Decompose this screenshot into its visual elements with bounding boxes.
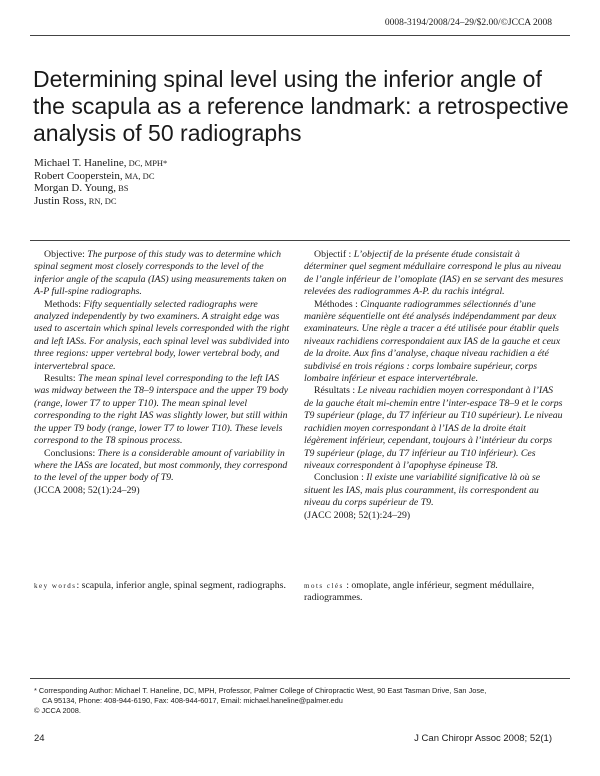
journal-issn-header: 0008-3194/2008/24–29/$2.00/©JCCA 2008 [384,18,552,28]
keywords-label: mots clés [304,582,344,590]
author: Justin Ross, RN, DC [34,194,117,207]
abstract-objective: Objectif : L’objectif de la présente étude consistait à déterminer quel segment médullaire correspond le plus au niveau de l’angle inférieur de l’omoplate (IAS) en se servant des mesures relevées des radiogrammes A-P. du rachis intégral. [304,249,564,298]
author: Michael T. Haneline, DC, MPH* [34,157,168,169]
header-divider [30,35,570,36]
keywords-french: mots clés : omoplate, angle inférieur, segment médullaire, radiogrammes. [304,580,535,604]
abstract-methods: Méthodes : Cinquante radiogrammes sélectionnés d’une manière séquentielle ont été analysés indépendamment par deux examinateurs. Une règle a tracer a été utilisée pour établir quels niveaux rachidiens correspondaient aux IAS de la gauche et ceux de la droite. Aux fins d’analyse, chaque niveau rachidien a été subdivisé en trois régions : corps lombaire supérieur, corps lombaire inférieur et espace intervertébrale. [304,298,561,385]
abstract-citation: (JCCA 2008; 52(1):24–29) [34,484,140,496]
abstract-citation: (JACC 2008; 52(1):24–29) [304,509,411,521]
abstract-methods: Methods: Fifty sequentially selected radiographs were analyzed independently by two examiners. A straight edge was used to ascertain which spinal levels corresponded with the right and left IASs. For analysis, each spinal level was subdivided into three regions: upper vertebral body, lower vertebral body, and intervertebral space. [34,298,290,372]
footnote-divider [30,678,570,679]
abstract-results: Résultats : Le niveau rachidien moyen correspondant à l’IAS de la gauche était mi-chemin entre l’inter-espace T8–9 et le corps T9 supérieur (plage, du T7 inférieur au T10 supérieur). Le niveau rachidien moyen correspondant à l’IAS de la droite était légèrement inférieur, cependant, toujours à l’intérieur du corps T9 supérieur (plage, du T7 inférieur au T10 inférieur). Ces niveaux correspondent à l’apophyse épineuse T8. [304,385,563,471]
page-number: 24 [34,733,45,744]
keywords-label: key words [34,582,77,590]
journal-citation-footer: J Can Chiropr Assoc 2008; 52(1) [414,733,552,744]
author: Morgan D. Young, BS [34,182,129,194]
author: Robert Cooperstein, MA, DC [34,169,155,182]
abstract-conclusions: Conclusion : Il existe une variabilité significative là où se situent les IAS, mais plus couramment, ils correspondent au niveau du corps supérieur de T9. [304,472,541,509]
article-title: Determining spinal level using the inferior angle of the scapula as a reference landmark: a retrospective analysis of 50 radiographs [33,66,569,146]
abstract-results: Results: The mean spinal level corresponding to the left IAS was midway between the T8–9 interspace and the upper T9 body (range, lower T7 to upper T10). The mean spinal level corresponding to the right IAS was slightly lower, but still within the upper T9 body (range, lower T7 to lower T10). These levels correspond to the T8 spinous process. [34,373,289,447]
keywords-english: key words: scapula, inferior angle, spinal segment, radiographs. [34,580,286,591]
abstract-conclusions: Conclusions: There is a considerable amount of variability in where the IASs are located, but most commonly, they correspond to the level of the upper body of T9. [34,447,288,484]
abstract-french [304,249,564,522]
corresponding-author-footnote: * Corresponding Author: Michael T. Haneline, DC, MPH, Professor, Palmer College of Chiropractic West, 90 East Tasman Drive, San Jose, CA 95134, Phone: 408-944-6190, Fax: 408-944-6017, Email: michael.haneline@palmer.edu © JCCA 2008. [34,686,487,716]
author-list [34,157,167,207]
abstract-objective: Objective: The purpose of this study was to determine which spinal segment most closely corresponds to the level of the inferior angle of the scapula (IAS) using measurements taken on A-P full-spine radiographs. [34,249,287,298]
abstract-divider [30,240,570,241]
abstract-english [34,249,294,497]
